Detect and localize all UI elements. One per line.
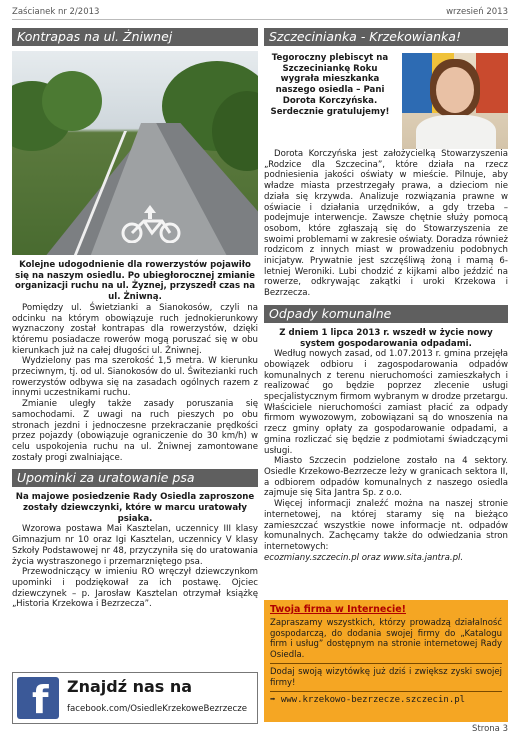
page-header (12, 6, 508, 20)
facebook-icon: f (17, 677, 59, 719)
odpady-lead: Z dniem 1 lipca 2013 r. wszedł w życie nowy system gospodarowania odpadami. (279, 327, 493, 349)
kontrapas-p2: Wydzielony pas ma szerokość 1,5 metra. W kierunku przeciwnym, tj. od ul. Sianokosów do ul. Świtezianki ruch rowerzystów odbywa się na zasadach ogólnych razem z innymi uczestnikami ruchu. (12, 356, 258, 399)
szczecinianka-lead: Tegoroczny plebiscyt na Szczeciniankę Roku wygrała mieszkanka naszego osiedla – Pani Dorota Korczyńska. Serdecznie gratulujemy! (270, 53, 390, 117)
left-column (12, 28, 258, 610)
section-title-szczecinianka: Szczecinianka - Krzekowianka! (264, 28, 508, 46)
kontrapas-p3: Zmianie uległy także zasady poruszania się samochodami. Z uwagi na ruch pieszych po obu stronach jezdni i jednoczesne przekraczanie prędkości przez pojazdy (obowiązuje ograniczenie do 30 km/h) w celu uspokojenia ruchu na ul. Żniwnej zamontowane zostały progi zwalniające. (12, 399, 258, 463)
szczecinianka-article (264, 149, 508, 299)
kontrapas-lead: Kolejne udogodnienie dla rowerzystów pojawiło się na naszym osiedlu. Po ubiegłorocznej zmianie organizacji ruchu na ul. Żyznej, przyszedł czas na ul. Żniwną. (14, 260, 256, 303)
arrow-right-icon: ➡ (270, 695, 276, 705)
date-label: wrzesień 2013 (446, 7, 508, 17)
kontrapas-article (12, 260, 258, 463)
bike-lane-photo (12, 51, 258, 255)
odpady-p3: Więcej informacji znaleźć można na naszej stronie internetowej, na której staramy się na bieżąco zamieszczać wszystkie nowe informacje nt. odpadów komunalnych. Zachęcamy także do odwiedzania stron internetowych: (264, 499, 508, 552)
section-title-kontrapas: Kontrapas na ul. Żniwnej (12, 28, 258, 46)
facebook-box[interactable] (12, 672, 258, 724)
right-column (264, 28, 508, 563)
odpady-article (264, 328, 508, 563)
promo-text-2: Dodaj swoją wizytówkę już dziś i zwiększ zyski swojej firmy! (270, 667, 502, 688)
szczecinianka-p1: Dorota Korczyńska jest założycielką Stowarzyszenia „Rodzice dla Szczecina”, które działa na rzecz podniesienia jakości oświaty w mieście. Pilnuje, aby władze miasta przestrzegały prawa, a dzieciom nie działa się krzywda. Analizuje rozwiązania prawne w oświacie i działania urzędników, a gdy trzeba – podejmuje interwencje. Zawsze chętnie służy pomocą osobom, które zgłaszają się do Stowarzyszenia ze swoimi problemami w zakresie oświaty. Doradza również rodzicom z innych miast w prowadzeniu podobnych inicjatyw. Prywatnie jest szczęśliwą żoną i mamą 6-letniej Weroniki. Lubi chodzić z kijkami albo jeździć na rowerze, odkrywając zakątki i uroki Krzekowa i Bezrzecza. (264, 149, 508, 299)
odpady-links[interactable]: ecozmiany.szczecin.pl oraz www.sita.jantra.pl. (264, 552, 464, 563)
facebook-link[interactable]: facebook.com/OsiedleKrzekoweBezrzecze (67, 704, 248, 714)
bicycle-icon (116, 203, 186, 243)
promo-link[interactable] (270, 695, 502, 705)
page-number: Strona 3 (472, 724, 508, 734)
promo-title: Twoja firma w Internecie! (270, 604, 406, 615)
upominki-article (12, 492, 258, 610)
section-title-odpady: Odpady komunalne (264, 305, 508, 323)
upominki-p1: Wzorowa postawa Mai Kasztelan, uczennicy III klasy Gimnazjum nr 10 oraz Igi Kasztelan, uczennicy V klasy Szkoły Podstawowej nr 48, przyczyniła się do uratowania życia wystraszonego i przemarzniętego psa. (12, 524, 258, 567)
section-title-upominki: Upominki za uratowanie psa (12, 469, 258, 487)
upominki-p2: Przewodniczący w imieniu RO wręczył dziewczynkom upominki i podziękował za ich postawę. Ojciec dziewczynek – p. Jarosław Kasztelan otrzymał książkę „Historia Krzekowa i Bezrzecza”. (12, 567, 258, 610)
promo-text: Zapraszamy wszystkich, którzy prowadzą działalność gospodarczą, do dodania swojej firmy do „Katalogu firm i usług” dostępnym na stronie internetowej Rady Osiedla. (270, 618, 502, 660)
szczecinianka-intro (264, 51, 508, 149)
kontrapas-p1: Pomiędzy ul. Świetzianki a Sianokosów, czyli na odcinku na którym obowiązuje ruch jednokierunkowy wyznaczony został kontrapas dla rowerzystów, dzięki któremu posiadacze rowerów mogą poruszać się w obu kierunkach już na całej długości ul. Żniwnej. (12, 302, 258, 356)
upominki-lead: Na majowe posiedzenie Rady Osiedla zaproszone zostały dziewczynki, które w marcu uratowały psiaka. (15, 492, 255, 524)
issue-label: Zaścianek nr 2/2013 (12, 7, 100, 17)
promo-link-text[interactable]: www.krzekowo-bezrzecze.szczecin.pl (280, 695, 466, 705)
portrait-photo (402, 53, 508, 149)
facebook-title: Znajdź nas na (67, 677, 193, 696)
odpady-p2: Miasto Szczecin podzielone zostało na 4 sektory. Osiedle Krzekowo-Bezrzecze leży w granicach sektora II, a odbiorem odpadów komunalnych z naszego osiedla zajmuje się Sita Jantra Sp. z o.o. (264, 456, 508, 499)
promo-box (264, 600, 508, 722)
odpady-p1: Według nowych zasad, od 1.07.2013 r. gmina przejęła obowiązek odbioru i zagospodarowania odpadów komunalnych z terenu nieruchomości zamieszkałych i realizować go będzie poprzez zlecenie usługi specjalistycznym firmom wybranym w drodze przetargu. Właściciele nieruchomości zamiast płacić za odpady firmom wywozowym, zobowiązani są do wnoszenia na rzecz gminy opłaty za gospodarowanie odpadami, a gmina rozliczać się będzie z podmiotami świadczącymi usługi. (264, 349, 508, 456)
